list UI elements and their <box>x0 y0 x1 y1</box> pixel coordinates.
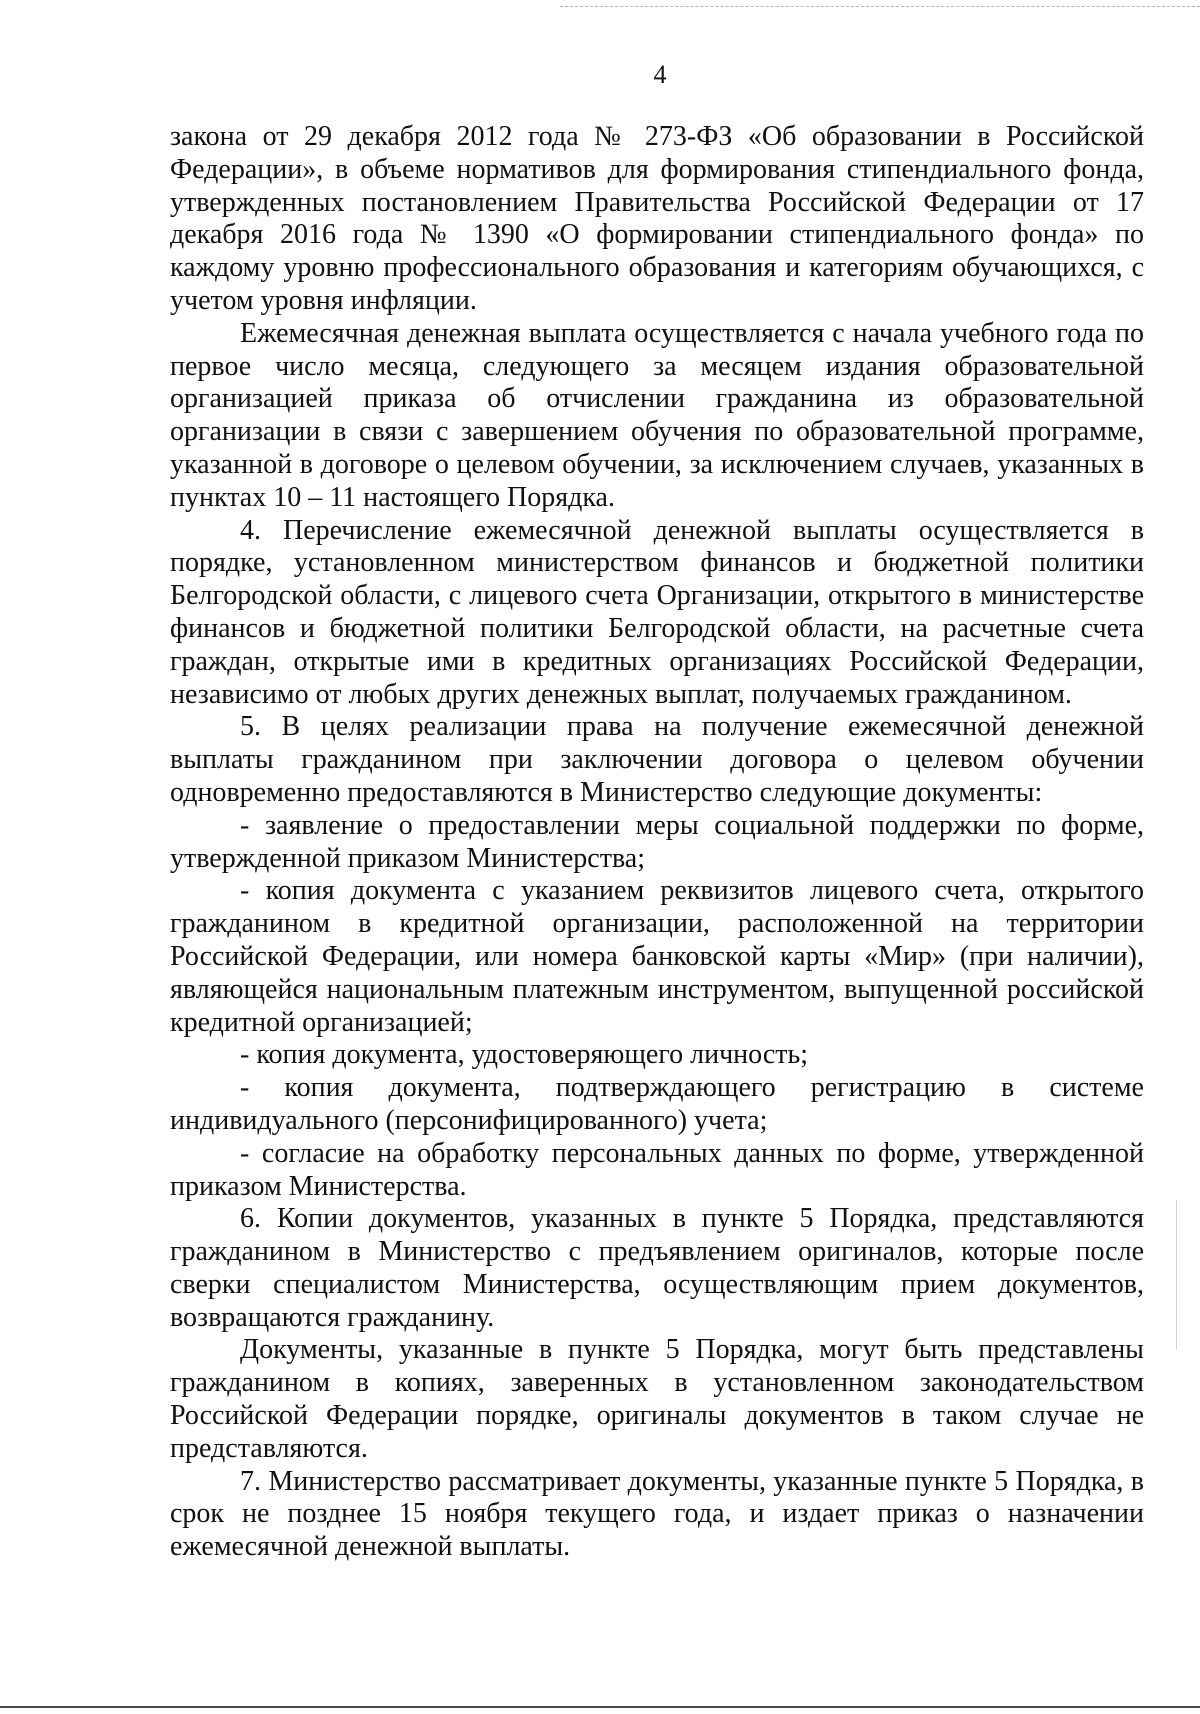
scan-artifact-bottom <box>0 1706 1200 1708</box>
paragraph-item-6: 6. Копии документов, указанных в пункте 5 Порядка, представляются гражданином в Министерство с предъявлением оригиналов, которые после сверки специалистом Министерства, осуществляющим прием документов, возвращаются гражданину. <box>170 1203 1144 1333</box>
paragraph-item-5: 5. В целях реализации права на получение ежемесячной денежной выплаты гражданином при заключении договора о целевом обучении одновременно предоставляются в Министерство следующие документы: <box>170 711 1144 808</box>
document-body <box>170 121 1144 1564</box>
list-item-application: - заявление о предоставлении меры социальной поддержки по форме, утвержденной приказом Министерства; <box>170 809 1144 874</box>
paragraph-certified-copies: Документы, указанные в пункте 5 Порядка, могут быть представлены гражданином в копиях, заверенных в установленном законодательством Российской Федерации порядке, оригиналы документов в таком случае не представляются. <box>170 1334 1144 1464</box>
paragraph-item-7: 7. Министерство рассматривает документы, указанные пункте 5 Порядка, в срок не позднее 15 ноября текущего года, и издает приказ о назначении ежемесячной денежной выплаты. <box>170 1465 1144 1563</box>
page-number: 4 <box>653 60 667 89</box>
list-item-account-copy: - копия документа с указанием реквизитов лицевого счета, открытого гражданином в кредитной организации, расположенной на территории Российской Федерации, или номера банковской карты «Мир» (при наличии), являющейся национальным платежным инструментом, выпущенной российской кредитной организацией; <box>170 875 1144 1038</box>
paragraph-item-4: 4. Перечисление ежемесячной денежной выплаты осуществляется в порядке, установленном министерством финансов и бюджетной политики Белгородской области, с лицевого счета Организации, открытого в министерстве финансов и бюджетной политики Белгородской области, на расчетные счета граждан, открытые ими в кредитных организациях Российской Федерации, независимо от любых других денежных выплат, получаемых гражданином. <box>170 514 1144 710</box>
list-item-identity-copy: - копия документа, удостоверяющего личность; <box>240 1039 809 1071</box>
paragraph-payment-period: Ежемесячная денежная выплата осуществляется с начала учебного года по первое число месяца, следующего за месяцем издания образовательной организацией приказа об отчислении гражданина из образовательной организации в связи с завершением обучения по образовательной программе, указанной в договоре о целевом обучении, за исключением случаев, указанных в пунктах 10 – 11 настоящего Порядка. <box>170 317 1144 513</box>
scan-artifact-top <box>560 6 1200 7</box>
scan-artifact-margin <box>1176 1200 1177 1350</box>
paragraph-continuation: закона от 29 декабря 2012 года № 273-ФЗ «Об образовании в Российской Федерации», в объеме нормативов для формирования стипендиального фонда, утвержденных постановлением Правительства Российской Федерации от 17 декабря 2016 года № 1390 «О формировании стипендиального фонда» по каждому уровню профессионального образования и категориям обучающихся, с учетом уровня инфляции. <box>170 121 1144 316</box>
list-item-data-consent: - согласие на обработку персональных данных по форме, утвержденной приказом Министерства. <box>170 1137 1144 1202</box>
list-item-registration-copy: - копия документа, подтверждающего регистрацию в системе индивидуального (персонифицированного) учета; <box>170 1072 1144 1136</box>
